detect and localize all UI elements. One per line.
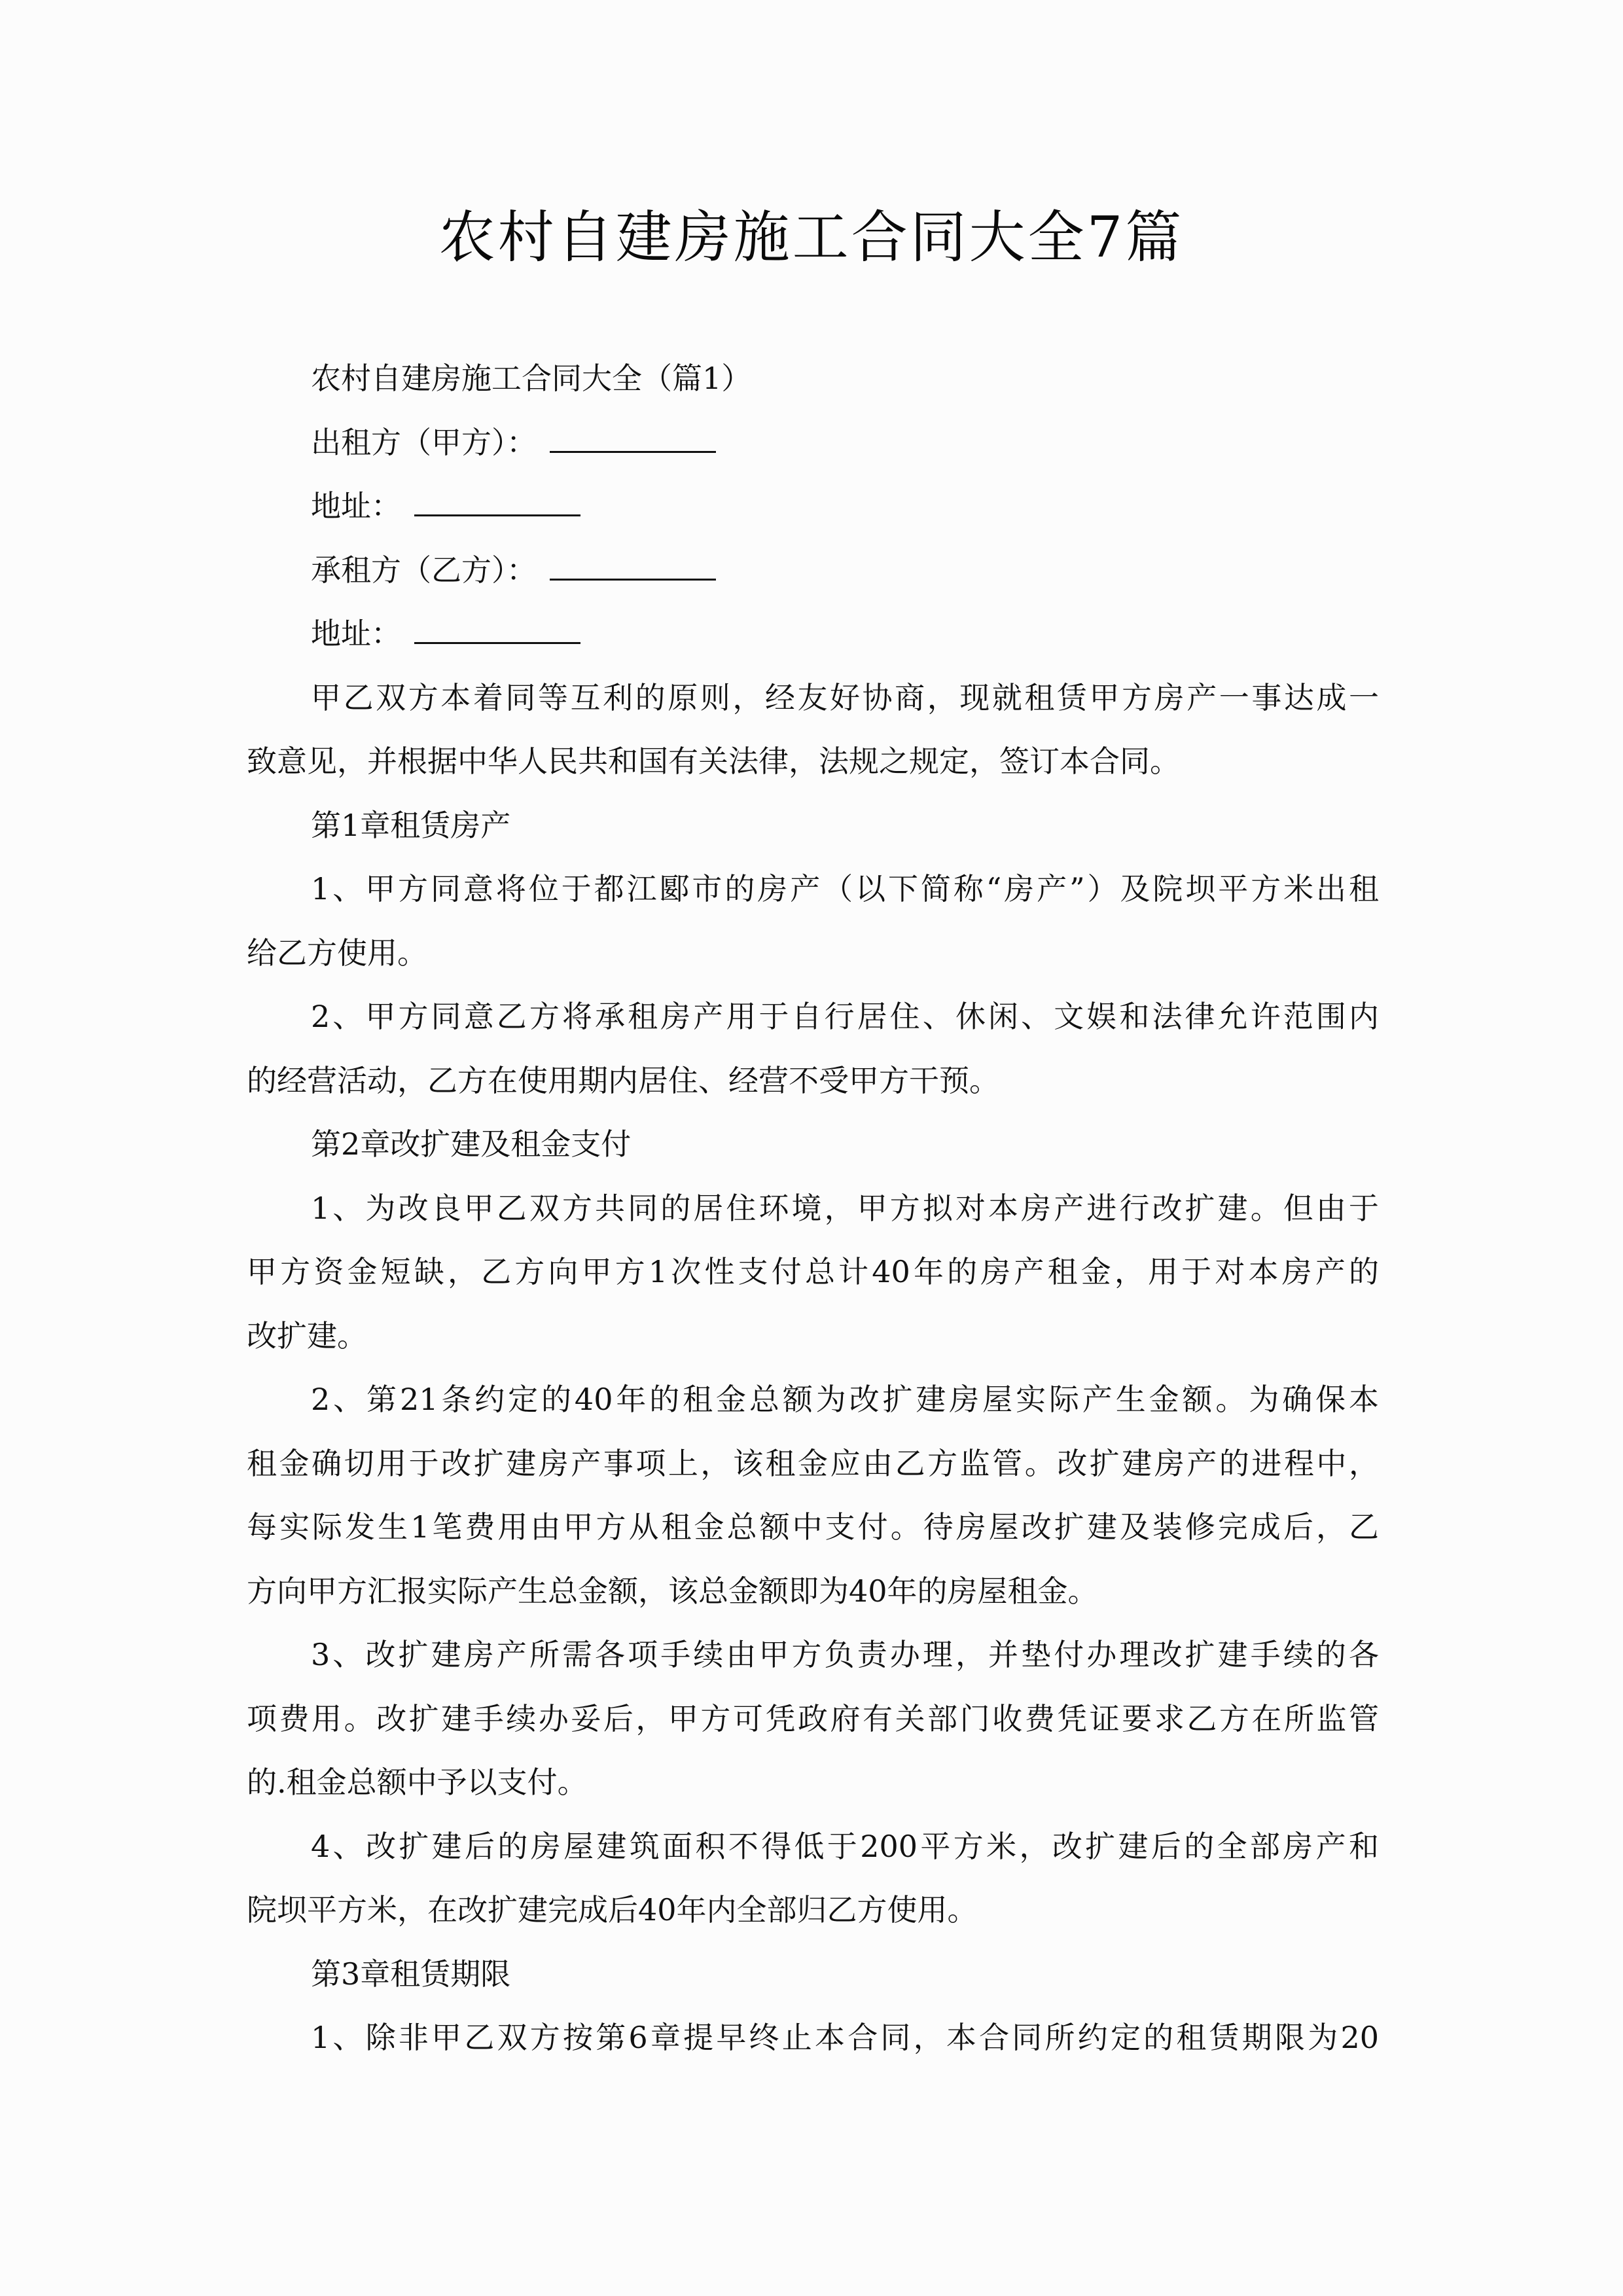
text-line: 的经营活动，乙方在使用期内居住、经营不受甲方干预。: [247, 1062, 999, 1098]
text-line: 甲乙双方本着同等互利的原则，经友好协商，现就租赁甲方房产一事达成一: [311, 679, 1379, 715]
lessee-address-blank: [414, 620, 580, 644]
lessee-blank: [550, 556, 716, 581]
contract-text: [247, 666, 1379, 2070]
text-line: 项费用。改扩建手续办妥后，甲方可凭政府有关部门收费凭证要求乙方在所监管: [247, 1700, 1379, 1736]
lessor-address-blank: [414, 492, 580, 516]
lessor-blank: [550, 429, 716, 453]
text-line: 1、除非甲乙双方按第6章提早终止本合同，本合同所约定的租赁期限为20: [311, 2020, 1379, 2055]
lessee-address-label: 地址：: [311, 616, 401, 651]
text-line: 给乙方使用。: [247, 935, 427, 971]
text-line: 1、为改良甲乙双方共同的居住环境，甲方拟对本房产进行改扩建。但由于: [311, 1190, 1379, 1226]
text-line: 方向甲方汇报实际产生总金额，该总金额即为40年的房屋租金。: [247, 1573, 1098, 1609]
text-line: 院坝平方米，在改扩建完成后40年内全部归乙方使用。: [247, 1892, 978, 1928]
text-line: 甲方资金短缺，乙方向甲方1次性支付总计40年的房产租金，用于对本房产的: [247, 1254, 1379, 1289]
lessor-address-label: 地址：: [311, 488, 401, 524]
text-line: 的.租金总额中予以支付。: [247, 1765, 588, 1800]
text-line: 致意见，并根据中华人民共和国有关法律，法规之规定，签订本合同。: [247, 744, 1180, 779]
text-line: 改扩建。: [247, 1318, 367, 1354]
lessor-address-field: [247, 475, 1379, 539]
lessee-address-field: [247, 602, 1379, 666]
lessor-field: [247, 411, 1379, 475]
text-line: 每实际发生1笔费用由甲方从租金总额中支付。待房屋改扩建及装修完成后，乙: [247, 1509, 1379, 1545]
text-line: 4、改扩建后的房屋建筑面积不得低于200平方米，改扩建后的全部房产和: [311, 1828, 1379, 1864]
document-title: 农村自建房施工合同大全7篇: [438, 205, 1185, 270]
chapter-heading: 第2章改扩建及租金支付: [311, 1126, 632, 1162]
text-line: 租金确切用于改扩建房产事项上，该租金应由乙方监管。改扩建房产的进程中，: [247, 1445, 1379, 1481]
lessor-label: 出租方（甲方）：: [311, 424, 537, 460]
lessee-label: 承租方（乙方）：: [311, 552, 537, 588]
text-line: 2、甲方同意乙方将承租房产用于自行居住、休闲、文娱和法律允许范围内: [311, 999, 1379, 1034]
chapter-heading: 第3章租赁期限: [311, 1956, 511, 1992]
section-heading: 农村自建房施工合同大全（篇1）: [311, 361, 752, 396]
chapter-heading: 第1章租赁房产: [311, 807, 511, 843]
document-body: [247, 347, 1379, 2070]
text-line: 3、改扩建房产所需各项手续由甲方负责办理，并垫付办理改扩建手续的各: [311, 1637, 1379, 1672]
text-line: 1、甲方同意将位于都江郾市的房产（以下简称“房产”）及院坝平方米出租: [311, 871, 1379, 906]
text-line: 2、第21条约定的40年的租金总额为改扩建房屋实际产生金额。为确保本: [311, 1382, 1379, 1417]
lessee-field: [247, 539, 1379, 603]
